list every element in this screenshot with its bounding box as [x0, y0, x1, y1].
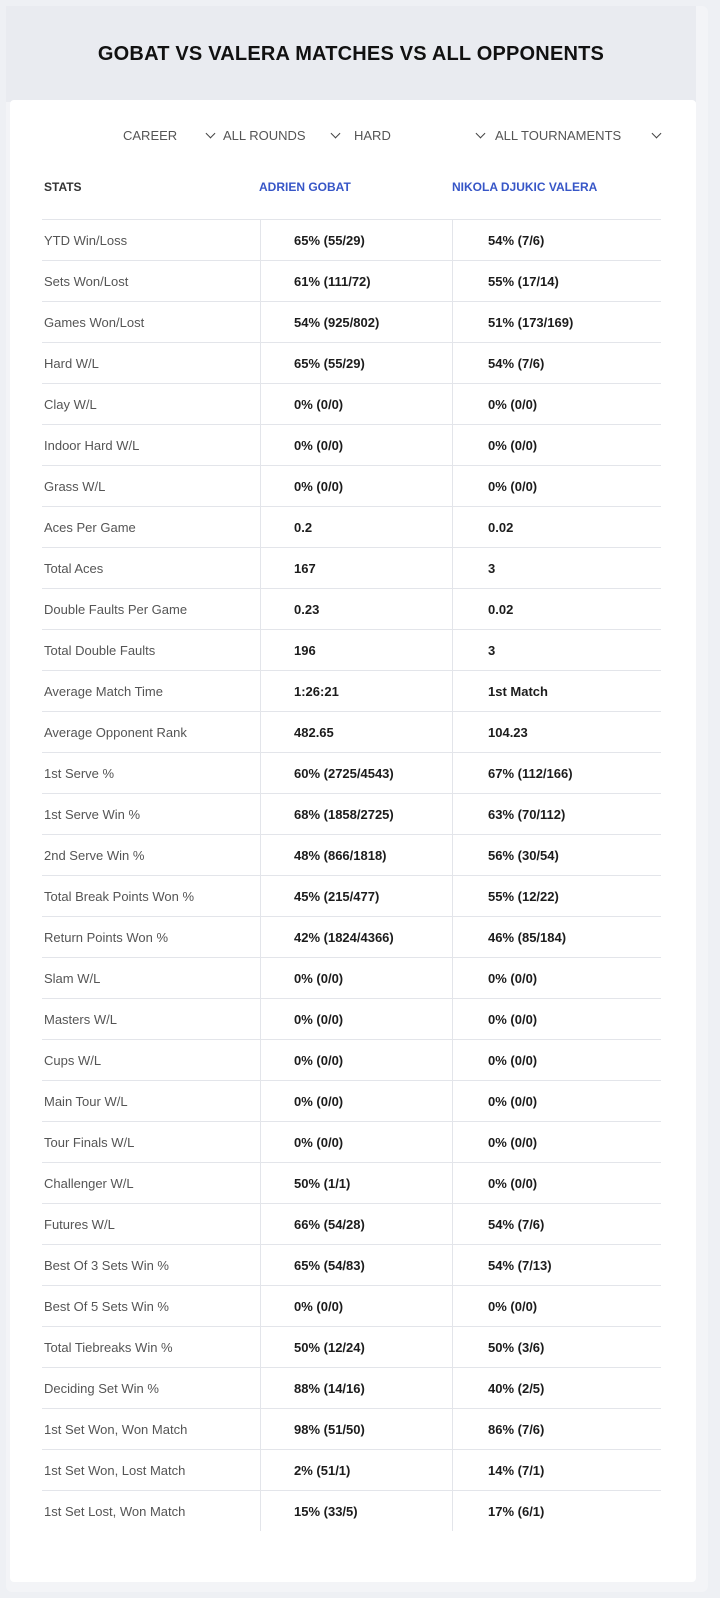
player1-stat-value: 0% (0/0) [260, 999, 453, 1039]
stat-label: 1st Set Lost, Won Match [44, 1503, 186, 1519]
stats-table-body [42, 219, 661, 1531]
table-row [42, 1121, 661, 1162]
tournaments-filter-label: ALL TOURNAMENTS [495, 128, 622, 143]
player1-stat-value: 0.23 [260, 589, 453, 629]
stat-label: Indoor Hard W/L [44, 437, 140, 453]
stat-label: Deciding Set Win % [44, 1380, 159, 1396]
table-row [42, 875, 661, 916]
player1-stat-value: 0% (0/0) [260, 1122, 453, 1162]
player1-stat-value: 15% (33/5) [260, 1491, 453, 1531]
player2-stat-value: 55% (17/14) [488, 273, 559, 289]
player2-stat-value: 3 [488, 642, 496, 658]
player2-stat-value: 0% (0/0) [488, 437, 538, 453]
table-row [42, 506, 661, 547]
stat-label: YTD Win/Loss [44, 232, 128, 248]
player2-stat-value: 3 [488, 560, 496, 576]
table-row [42, 547, 661, 588]
surface-filter-dropdown[interactable] [354, 128, 484, 143]
table-row [42, 301, 661, 342]
rounds-filter-dropdown[interactable] [223, 128, 339, 143]
player1-stat-value: 167 [260, 548, 453, 588]
table-row [42, 711, 661, 752]
stat-label: Main Tour W/L [44, 1093, 128, 1109]
stat-label: Masters W/L [44, 1011, 117, 1027]
player1-stat-value: 42% (1824/4366) [260, 917, 453, 957]
stat-label: Total Tiebreaks Win % [44, 1339, 173, 1355]
stat-label: Hard W/L [44, 355, 99, 371]
player1-stat-value: 50% (12/24) [260, 1327, 453, 1367]
player1-stat-value: 98% (51/50) [260, 1409, 453, 1449]
table-row [42, 793, 661, 834]
table-row [42, 916, 661, 957]
player1-stat-value: 65% (55/29) [260, 343, 453, 383]
player1-column-header[interactable]: ADRIEN GOBAT [259, 180, 351, 194]
stat-label: Grass W/L [44, 478, 106, 494]
stat-label: Average Match Time [44, 683, 163, 699]
player1-stat-value: 0% (0/0) [260, 1081, 453, 1121]
player2-stat-value: 0% (0/0) [488, 1134, 538, 1150]
table-row [42, 1490, 661, 1531]
stat-label: Aces Per Game [44, 519, 136, 535]
table-row [42, 424, 661, 465]
table-header [10, 180, 696, 204]
player1-stat-value: 0% (0/0) [260, 466, 453, 506]
player1-stat-value: 88% (14/16) [260, 1368, 453, 1408]
player1-stat-value: 2% (51/1) [260, 1450, 453, 1490]
player1-stat-value: 50% (1/1) [260, 1163, 453, 1203]
table-row [42, 834, 661, 875]
rounds-filter-label: ALL ROUNDS [223, 128, 306, 143]
chevron-down-icon [652, 129, 662, 139]
stat-label: Return Points Won % [44, 929, 169, 945]
stat-label: Best Of 5 Sets Win % [44, 1298, 169, 1314]
player2-stat-value: 0% (0/0) [488, 1011, 538, 1027]
player1-stat-value: 65% (54/83) [260, 1245, 453, 1285]
chevron-down-icon [475, 129, 485, 139]
table-row [42, 1408, 661, 1449]
player2-stat-value: 14% (7/1) [488, 1462, 545, 1478]
table-row [42, 752, 661, 793]
stat-label: Futures W/L [44, 1216, 115, 1232]
stat-label: Challenger W/L [44, 1175, 134, 1191]
stat-label: Average Opponent Rank [44, 724, 187, 740]
stat-label: Total Break Points Won % [44, 888, 195, 904]
table-row [42, 219, 661, 260]
player2-stat-value: 54% (7/6) [488, 355, 545, 371]
player2-column-header[interactable]: NIKOLA DJUKIC VALERA [452, 180, 598, 194]
player1-stat-value: 61% (111/72) [260, 261, 453, 301]
player2-stat-value: 0% (0/0) [488, 1093, 538, 1109]
player1-stat-value: 482.65 [260, 712, 453, 752]
table-row [42, 1080, 661, 1121]
table-row [42, 629, 661, 670]
stat-label: Double Faults Per Game [44, 601, 188, 617]
player2-stat-value: 54% (7/6) [488, 1216, 545, 1232]
stat-label: Slam W/L [44, 970, 101, 986]
stat-label: Tour Finals W/L [44, 1134, 135, 1150]
table-row [42, 670, 661, 711]
table-row [42, 1039, 661, 1080]
player1-stat-value: 60% (2725/4543) [260, 753, 453, 793]
stats-column-header: STATS [44, 180, 82, 194]
player2-stat-value: 0.02 [488, 519, 514, 535]
player2-stat-value: 0% (0/0) [488, 396, 538, 412]
tournaments-filter-dropdown[interactable] [495, 128, 660, 143]
stat-label: 2nd Serve Win % [44, 847, 145, 863]
stat-label: 1st Serve Win % [44, 806, 141, 822]
table-row [42, 1244, 661, 1285]
player2-stat-value: 0% (0/0) [488, 478, 538, 494]
filter-bar [10, 128, 696, 150]
table-row [42, 588, 661, 629]
table-row [42, 1162, 661, 1203]
table-row [42, 465, 661, 506]
player2-stat-value: 0.02 [488, 601, 514, 617]
player1-stat-value: 0% (0/0) [260, 1286, 453, 1326]
player2-stat-value: 0% (0/0) [488, 1052, 538, 1068]
stat-label: Clay W/L [44, 396, 97, 412]
page-header [6, 6, 696, 102]
player2-stat-value: 67% (112/166) [488, 765, 573, 781]
player1-stat-value: 196 [260, 630, 453, 670]
player1-stat-value: 48% (866/1818) [260, 835, 453, 875]
table-row [42, 383, 661, 424]
period-filter-label: CAREER [123, 128, 178, 143]
table-row [42, 1449, 661, 1490]
stat-label: 1st Set Won, Won Match [44, 1421, 188, 1437]
player2-stat-value: 86% (7/6) [488, 1421, 545, 1437]
table-row [42, 342, 661, 383]
table-row [42, 1203, 661, 1244]
player2-stat-value: 54% (7/13) [488, 1257, 552, 1273]
player2-stat-value: 0% (0/0) [488, 1175, 538, 1191]
player2-stat-value: 1st Match [488, 683, 548, 699]
stat-label: Best Of 3 Sets Win % [44, 1257, 169, 1273]
stat-label: Cups W/L [44, 1052, 102, 1068]
player1-stat-value: 0% (0/0) [260, 958, 453, 998]
player1-stat-value: 0.2 [260, 507, 453, 547]
chevron-down-icon [206, 129, 216, 139]
player2-stat-value: 40% (2/5) [488, 1380, 545, 1396]
table-row [42, 1285, 661, 1326]
player2-stat-value: 17% (6/1) [488, 1503, 545, 1519]
page-title: GOBAT VS VALERA MATCHES VS ALL OPPONENTS [97, 42, 605, 65]
period-filter-dropdown[interactable] [123, 128, 214, 143]
player1-stat-value: 1:26:21 [260, 671, 453, 711]
player2-stat-value: 104.23 [488, 724, 528, 740]
player2-stat-value: 55% (12/22) [488, 888, 559, 904]
player1-stat-value: 68% (1858/2725) [260, 794, 453, 834]
table-row [42, 1367, 661, 1408]
stat-label: 1st Set Won, Lost Match [44, 1462, 186, 1478]
stat-label: Sets Won/Lost [44, 273, 129, 289]
surface-filter-label: HARD [354, 128, 391, 143]
stat-label: Total Double Faults [44, 642, 156, 658]
table-row [42, 957, 661, 998]
table-row [42, 260, 661, 301]
player1-stat-value: 0% (0/0) [260, 384, 453, 424]
player2-stat-value: 51% (173/169) [488, 314, 574, 330]
player1-stat-value: 0% (0/0) [260, 425, 453, 465]
player2-stat-value: 46% (85/184) [488, 929, 567, 945]
stat-label: 1st Serve % [44, 765, 115, 781]
player1-stat-value: 54% (925/802) [260, 302, 453, 342]
table-row [42, 998, 661, 1039]
player1-stat-value: 65% (55/29) [260, 220, 453, 260]
player2-stat-value: 0% (0/0) [488, 970, 538, 986]
player1-stat-value: 66% (54/28) [260, 1204, 453, 1244]
stat-label: Games Won/Lost [44, 314, 145, 330]
player2-stat-value: 0% (0/0) [488, 1298, 538, 1314]
stats-card [10, 100, 696, 1582]
player2-stat-value: 63% (70/112) [488, 806, 566, 822]
player2-stat-value: 54% (7/6) [488, 232, 545, 248]
player1-stat-value: 45% (215/477) [260, 876, 453, 916]
chevron-down-icon [330, 129, 340, 139]
stat-label: Total Aces [44, 560, 104, 576]
player1-stat-value: 0% (0/0) [260, 1040, 453, 1080]
player2-stat-value: 50% (3/6) [488, 1339, 545, 1355]
table-row [42, 1326, 661, 1367]
player2-stat-value: 56% (30/54) [488, 847, 559, 863]
